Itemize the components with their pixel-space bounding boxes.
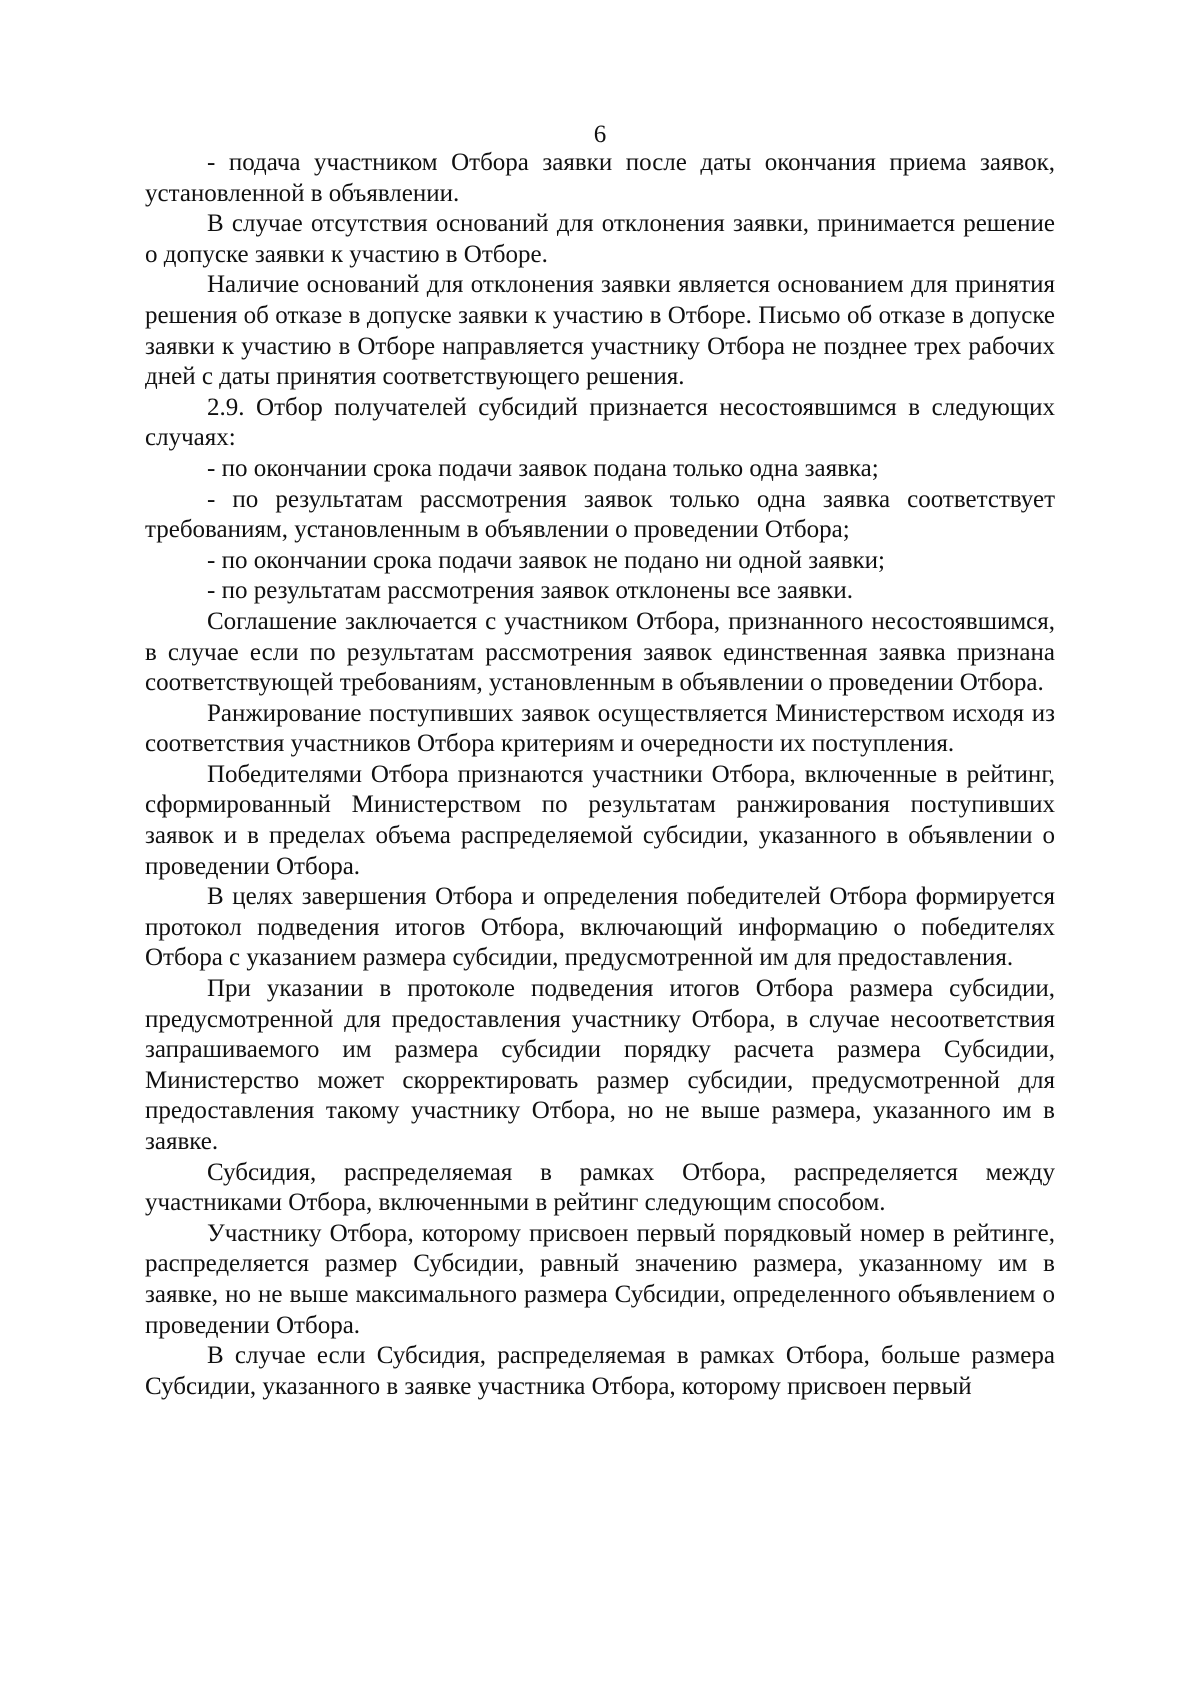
paragraph-section-2-9: 2.9. Отбор получателей субсидий признается несостоявшимся в следующих случаях: [145, 393, 1055, 452]
paragraph: Субсидия, распределяемая в рамках Отбора, распределяется между участниками Отбора, включенными в рейтинг следующим способом. [145, 1158, 1055, 1217]
paragraph: Соглашение заключается с участником Отбора, признанного несостоявшимся, в случае если по результатам рассмотрения заявок единственная заявка признана соответствующей требованиям, установленным в объявлении о проведении Отбора. [145, 607, 1055, 697]
paragraph: - подача участником Отбора заявки после даты окончания приема заявок, установленной в объявлении. [145, 149, 1055, 207]
paragraph: Победителями Отбора признаются участники Отбора, включенные в рейтинг, сформированный Министерством по результатам ранжирования поступивших заявок и в пределах объема распределяемой субсидии, указанного в объявлении о проведении Отбора. [145, 760, 1055, 880]
paragraph: В целях завершения Отбора и определения победителей Отбора формируется протокол подведения итогов Отбора, включающий информацию о победителях Отбора с указанием размера субсидии, предусмотренной им для предоставления. [145, 883, 1055, 972]
paragraph: Наличие оснований для отклонения заявки является основанием для принятия решения об отказе в допуске заявки к участию в Отборе. Письмо об отказе в допуске заявки к участию в Отборе направляется участнику Отбора не позднее трех рабочих дней с даты принятия соответствующего решения. [145, 271, 1055, 391]
list-item: - по результатам рассмотрения заявок только одна заявка соответствует требованиям, установленным в объявлении о проведении Отбора; [145, 485, 1055, 544]
list-item: - по окончании срока подачи заявок не подано ни одной заявки; [207, 546, 885, 574]
paragraph: В случае если Субсидия, распределяемая в рамках Отбора, больше размера Субсидии, указанного в заявке участника Отбора, которому присвоен первый [145, 1342, 1055, 1400]
paragraph: Участнику Отбора, которому присвоен первый порядковый номер в рейтинге, распределяется размер Субсидии, равный значению размера, указанному им в заявке, но не выше максимального размера Субсидии, определенного объявлением о проведении Отбора. [145, 1219, 1055, 1339]
page-number: 6 [593, 121, 607, 148]
paragraph: При указании в протоколе подведения итогов Отбора размера субсидии, предусмотренной для предоставления участнику Отбора, в случае несоответствия запрашиваемого им размера субсидии порядку расчета размера Субсидии, Министерство может скорректировать размер субсидии, предусмотренной для предоставления такому участнику Отбора, но не выше размера, указанного им в заявке. [145, 975, 1055, 1155]
list-item: - по окончании срока подачи заявок подана только одна заявка; [207, 454, 879, 482]
list-item: - по результатам рассмотрения заявок отклонены все заявки. [207, 577, 854, 605]
paragraph: В случае отсутствия оснований для отклонения заявки, принимается решение о допуске заявки к участию в Отборе. [145, 210, 1055, 268]
paragraph: Ранжирование поступивших заявок осуществляется Министерством исходя из соответствия участников Отбора критериям и очередности их поступления. [145, 699, 1055, 758]
document-body [145, 148, 1055, 1402]
